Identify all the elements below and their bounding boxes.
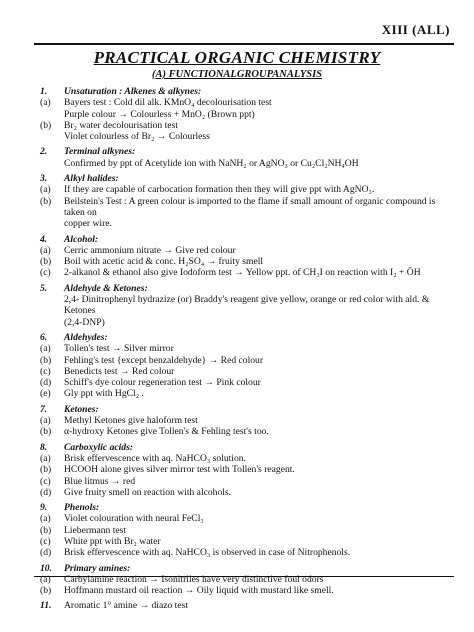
item-label: (a) [40, 343, 51, 355]
list-item [40, 184, 452, 195]
item-label [40, 158, 64, 169]
section-number: 2. [40, 146, 48, 158]
section-number: 11. [40, 600, 52, 612]
list-item [40, 476, 452, 487]
section [40, 600, 452, 611]
list-item [40, 97, 452, 108]
item-label: (a) [40, 513, 51, 525]
page-title: PRACTICAL ORGANIC CHEMISTRY [93, 48, 381, 67]
section-heading: Primary amines: [64, 562, 131, 574]
item-text: Cerric ammonium nitrate → Give red colour [64, 244, 236, 256]
item-label: (b) [40, 524, 52, 536]
section-heading: Ketones: [64, 403, 99, 415]
item-label [40, 109, 64, 120]
section-heading-row [40, 146, 452, 157]
section-number: 4. [40, 233, 48, 245]
item-text: α-hydroxy Ketones give Tollen's & Fehling test's too. [64, 426, 269, 438]
section-heading: Alkyl halides: [64, 173, 119, 185]
section [40, 442, 452, 498]
section-heading-row [40, 600, 452, 611]
item-text: Hoffmann mustard oil reaction → Oily liquid with mustard like smell. [64, 585, 334, 597]
list-item [40, 158, 452, 169]
page-subtitle: (A) FUNCTIONALGROUPANALYSIS [151, 69, 323, 80]
item-label: (d) [40, 547, 52, 559]
item-text: Aromatic 1° amine → diazo test [64, 600, 188, 612]
section [40, 173, 452, 229]
section-number: 9. [40, 502, 48, 514]
section-heading: Alcohol: [64, 233, 99, 245]
list-item [40, 525, 452, 536]
section-heading-row [40, 283, 452, 294]
list-item [40, 256, 452, 267]
list-item [40, 377, 452, 388]
section-heading: Phenols: [64, 502, 100, 514]
item-label: (c) [40, 475, 51, 487]
section-heading: Aldehyde & Ketones: [64, 282, 148, 294]
item-text: Violet colouration with neural FeCl₃ [64, 513, 204, 525]
list-item [40, 388, 452, 399]
item-text: Br₂ water decolourisation test [64, 119, 178, 131]
item-text: 2-alkanol & ethanol also give Iodoform test → Yellow ppt. of CH₃I on reaction with I₂ + ŌH [64, 267, 421, 279]
item-text: White ppt with Br₂ water [64, 535, 161, 547]
item-label: (b) [40, 195, 52, 207]
list-item [40, 366, 452, 377]
list-item [40, 109, 452, 120]
item-label: (b) [40, 354, 52, 366]
item-label: (d) [40, 486, 52, 498]
item-text: Schiff's dye colour regeneration test → Pink colour [64, 377, 261, 389]
item-text: 2,4- Dinitrophenyl hydrazize (or) Braddy's reagent give yellow, orange or red color with ald. & Ketones [64, 294, 430, 317]
item-text: Beilstein's Test : A green colour is imported to the flame if small amount of organic compound is taken on [64, 195, 436, 218]
item-label: (a) [40, 184, 51, 196]
item-text: (2,4-DNP) [64, 316, 105, 328]
section-number: 8. [40, 441, 48, 453]
item-label [40, 294, 64, 317]
section-heading: Carboxylic acids: [64, 441, 134, 453]
list-item [40, 343, 452, 354]
item-label: (e) [40, 388, 51, 400]
item-label: (b) [40, 585, 52, 597]
section [40, 234, 452, 279]
section-heading: Terminal alkynes: [64, 146, 136, 158]
item-label [40, 218, 64, 229]
header-rule [34, 43, 454, 45]
list-item [40, 355, 452, 366]
list-item [40, 487, 452, 498]
item-label [40, 131, 64, 142]
item-label: (b) [40, 426, 52, 438]
section-number: 6. [40, 331, 48, 343]
header-code: XIII (ALL) [381, 22, 450, 37]
item-label [40, 317, 64, 328]
item-text: copper wire. [64, 218, 112, 230]
item-text: Bayers test : Cold dil alk. KMnO₄ decolourisation test [64, 97, 272, 109]
footer-rule [34, 576, 454, 577]
section [40, 332, 452, 400]
list-item [40, 415, 452, 426]
list-item [40, 536, 452, 547]
item-label: (a) [40, 573, 51, 585]
list-item [40, 294, 452, 317]
item-text: Carbylamine reaction → Isonitriles have very distinctive foul odors [64, 573, 324, 585]
item-text: Benedicts test → Red colour [64, 365, 175, 377]
section [40, 563, 452, 597]
list-item [40, 513, 452, 524]
item-text: Purple colour → Colourless + MnO₂ (Brown ppt) [64, 108, 255, 120]
section-heading-row [40, 86, 452, 97]
list-item [40, 120, 452, 131]
list-item [40, 131, 452, 142]
item-label: (b) [40, 119, 52, 131]
section-heading-row [40, 173, 452, 184]
section-heading-row [40, 404, 452, 415]
section [40, 86, 452, 142]
list-item [40, 585, 452, 596]
item-label: (a) [40, 415, 51, 427]
item-text: Boil with acetic acid & conc. H₂SO₄ → fruity smell [64, 256, 264, 268]
section [40, 146, 452, 169]
section-heading-row [40, 563, 452, 574]
section-heading: Unsaturation : Alkenes & alkynes: [64, 86, 202, 97]
item-text: Violet colourless of Br₂ → Colourless [64, 131, 210, 143]
list-item [40, 453, 452, 464]
item-text: Gly ppt with HgCl₂ . [64, 388, 144, 400]
section-number: 5. [40, 282, 48, 294]
item-text: Methyl Ketones give haloform test [64, 415, 198, 427]
section-heading-row [40, 234, 452, 245]
section-heading: Aldehydes: [64, 331, 108, 343]
section [40, 283, 452, 328]
item-text: Give fruity smell on reaction with alcohols. [64, 486, 232, 498]
section-number: 7. [40, 403, 48, 415]
item-text: Liebermann test [64, 524, 127, 536]
item-label: (d) [40, 377, 52, 389]
item-label: (b) [40, 256, 52, 268]
item-label: (c) [40, 365, 51, 377]
item-text: If they are capable of carbocation formation then they will give ppt with AgNO₃. [64, 184, 375, 196]
item-text: Blue litmus → red [64, 475, 136, 487]
item-label: (a) [40, 97, 51, 109]
item-text: Brisk effervescence with aq. NaHCO₃ is observed in case of Nitrophenols. [64, 547, 351, 559]
section-heading-row [40, 502, 452, 513]
item-label: (c) [40, 535, 51, 547]
item-label: (a) [40, 452, 51, 464]
item-label: (a) [40, 244, 51, 256]
list-item [40, 218, 452, 229]
item-label: (c) [40, 267, 51, 279]
list-item [40, 547, 452, 558]
content-body [40, 86, 452, 616]
list-item [40, 267, 452, 278]
item-text: Fehling's test {except benzaldehyde} → Red colour [64, 354, 264, 366]
list-item [40, 317, 452, 328]
list-item [40, 464, 452, 475]
item-label: (b) [40, 464, 52, 476]
section-heading-row [40, 442, 452, 453]
list-item [40, 426, 452, 437]
section-number: 10. [40, 562, 52, 574]
item-text: Confirmed by ppt of Acetylide ion with NaNH₂ or AgNO₃ or Cu₂Cl₂NH₄OH [64, 157, 359, 169]
section-number: 1. [40, 86, 48, 97]
section-heading-row [40, 332, 452, 343]
item-text: Tollen's test → Silver mirror [64, 343, 174, 355]
section [40, 502, 452, 558]
item-text: Brisk effervescence with aq. NaHCO₃ solution. [64, 452, 246, 464]
list-item [40, 245, 452, 256]
section [40, 404, 452, 438]
list-item [40, 196, 452, 219]
section-number: 3. [40, 173, 48, 185]
item-text: HCOOH alone gives silver mirror test with Tollen's reagent. [64, 464, 295, 476]
